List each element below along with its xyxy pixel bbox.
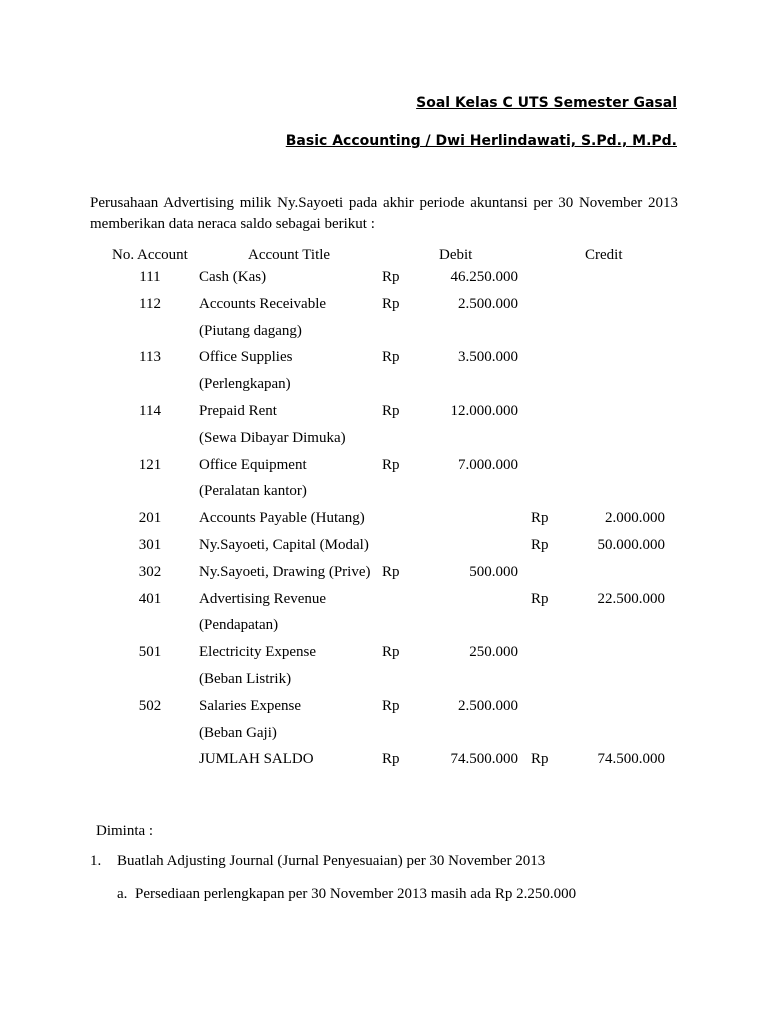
debit-currency: Rp (382, 644, 400, 661)
table-row (0, 612, 768, 639)
debit-amount: 2.500.000 (458, 295, 518, 312)
debit-currency: Rp (382, 456, 400, 473)
debit-currency: Rp (382, 295, 400, 312)
credit-currency: Rp (531, 537, 549, 553)
credit-currency: Rp (531, 751, 549, 768)
debit-amount: 7.000.000 (458, 456, 518, 473)
table-row (0, 452, 768, 479)
debit-currency: Rp (382, 269, 400, 285)
account-number: 502 (138, 697, 162, 714)
col-header-title: Account Title (248, 247, 331, 263)
account-title: (Piutang dagang) (199, 322, 302, 339)
credit-currency: Rp (531, 590, 549, 607)
account-number: 114 (139, 403, 161, 419)
table-row (0, 639, 768, 666)
table-row (0, 505, 768, 532)
col-header-no: No. Account (112, 247, 188, 263)
account-number: 302 (138, 563, 162, 580)
account-title: Accounts Receivable (199, 295, 327, 312)
account-title: Accounts Payable (Hutang) (199, 510, 365, 527)
account-title: Cash (Kas) (199, 269, 267, 285)
debit-currency: Rp (382, 751, 400, 768)
intro-paragraph: Perusahaan Advertising milik Ny.Sayoeti pada akhir periode akuntansi per 30 November 2013 memberikan data neraca saldo sebagai berikut : (90, 195, 678, 232)
account-title: Ny.Sayoeti, Capital (Modal) (199, 537, 369, 553)
account-title: (Beban Gaji) (199, 724, 277, 741)
table-row (0, 478, 768, 505)
account-title: Electricity Expense (199, 644, 317, 661)
credit-amount: 22.500.000 (597, 590, 665, 607)
account-number: 121 (138, 456, 162, 473)
account-title: (Sewa Dibayar Dimuka) (199, 429, 346, 446)
debit-currency: Rp (382, 697, 400, 714)
account-title: Prepaid Rent (199, 403, 277, 419)
table-row (0, 532, 768, 559)
table-row (0, 666, 768, 693)
credit-currency: Rp (531, 510, 549, 527)
account-number: 112 (139, 295, 161, 312)
account-title: Office Equipment (199, 456, 307, 473)
col-header-debit: Debit (439, 247, 473, 263)
debit-amount: 2.500.000 (458, 697, 518, 714)
task-item-1-text: Buatlah Adjusting Journal (Jurnal Penyesuaian) per 30 November 2013 (117, 853, 546, 869)
debit-amount: 500.000 (469, 563, 518, 580)
table-row (0, 559, 768, 586)
header-title-line2: Basic Accounting / Dwi Herlindawati, S.Pd., M.Pd. (285, 133, 677, 149)
debit-currency: Rp (382, 349, 400, 366)
account-number: 301 (138, 537, 162, 553)
debit-amount: 46.250.000 (450, 269, 518, 285)
debit-amount: 12.000.000 (450, 403, 518, 419)
account-number: 401 (138, 590, 162, 607)
table-row (0, 720, 768, 747)
header-title-line1: Soal Kelas C UTS Semester Gasal (416, 95, 677, 111)
account-title: Advertising Revenue (199, 590, 327, 607)
account-title: (Beban Listrik) (199, 671, 292, 687)
col-header-credit: Credit (585, 247, 623, 263)
debit-currency: Rp (382, 563, 400, 580)
account-title: Ny.Sayoeti, Drawing (Prive) (199, 563, 371, 580)
table-row (0, 291, 768, 318)
table-row (0, 586, 768, 613)
account-title: (Perlengkapan) (199, 376, 291, 393)
debit-amount: 74.500.000 (450, 751, 518, 768)
task-item-1-number: 1. (90, 853, 102, 869)
account-number: 201 (138, 510, 162, 527)
total-row (0, 746, 768, 773)
debit-amount: 250.000 (469, 644, 518, 661)
credit-amount: 74.500.000 (597, 751, 665, 768)
account-number: 111 (139, 269, 161, 285)
account-number: 113 (139, 349, 161, 366)
table-row (0, 425, 768, 452)
debit-currency: Rp (382, 403, 400, 419)
debit-amount: 3.500.000 (458, 349, 518, 366)
account-title: Salaries Expense (199, 697, 302, 714)
account-title: (Peralatan kantor) (199, 483, 307, 500)
task-item-1a-text: Persediaan perlengkapan per 30 November 2013 masih ada Rp 2.250.000 (135, 886, 577, 902)
account-title: JUMLAH SALDO (199, 751, 314, 768)
table-row (0, 264, 768, 291)
account-title: Office Supplies (199, 349, 293, 366)
account-number: 501 (138, 644, 162, 661)
table-row (0, 371, 768, 398)
table-row (0, 693, 768, 720)
diminta-label: Diminta : (96, 823, 154, 839)
credit-amount: 50.000.000 (597, 537, 665, 553)
account-title: (Pendapatan) (199, 617, 279, 634)
table-row (0, 398, 768, 425)
task-item-1a-letter: a. (117, 886, 128, 902)
credit-amount: 2.000.000 (605, 510, 665, 527)
table-row (0, 318, 768, 345)
table-row (0, 344, 768, 371)
